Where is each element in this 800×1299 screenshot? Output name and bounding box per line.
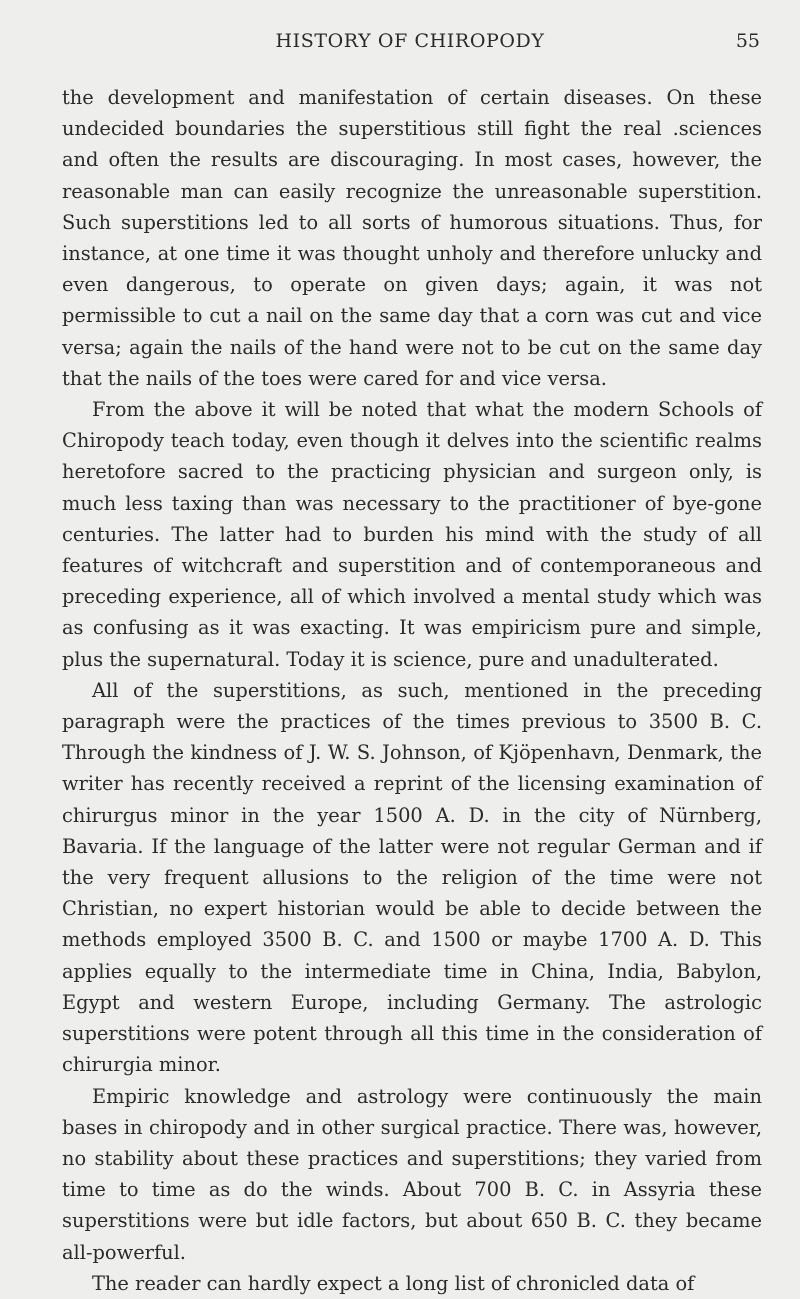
running-head <box>60 30 760 62</box>
paragraph: From the above it will be noted that what the modern Schools of Chiropody teach today, even though it delves into the scientific realms heretofore sacred to the practicing physician and surgeon only, is much less taxing than was necessary to the practitioner of bye-gone centuries. The latter had to burden his mind with the study of all features of witchcraft and superstition and of contemporaneous and preceding experience, all of which involved a mental study which was as confusing as it was exacting. It was empiricism pure and simple, plus the supernatural. Today it is science, pure and unadulterated. <box>62 398 762 671</box>
body-text <box>62 82 762 1299</box>
paragraph: The reader can hardly expect a long list of chronicled data of <box>92 1271 695 1295</box>
paragraph: All of the superstitions, as such, mentioned in the preceding paragraph were the practices of the times previous to 3500 B. C. Through the kindness of J. W. S. Johnson, of Kjöpenhavn, Denmark, the writer has recently received a reprint of the licensing examination of chirurgus minor in the year 1500 A. D. in the city of Nürnberg, Bavaria. If the language of the latter were not regular German and if the very frequent allusions to the religion of the time were not Christian, no expert historian would be able to decide between the methods employed 3500 B. C. and 1500 or maybe 1700 A. D. This applies equally to the intermediate time in China, India, Babylon, Egypt and western Europe, including Germany. The astrologic superstitions were potent through all this time in the consideration of chirurgia minor. <box>62 678 762 1077</box>
page-number: 55 <box>735 30 760 52</box>
paragraph-continued: the development and manifestation of certain diseases. On these undecided boundaries the superstitious still fight the real .sciences and often the results are discouraging. In most cases, however, the reasonable man can easily recognize the unreasonable superstition. Such superstitions led to all sorts of humorous situations. Thus, for instance, at one time it was thought unholy and therefore unlucky and even dangerous, to operate on given days; again, it was not permissible to cut a nail on the same day that a corn was cut and vice versa; again the nails of the hand were not to be cut on the same day that the nails of the toes were cared for and vice versa. <box>62 86 762 390</box>
paragraph: Empiric knowledge and astrology were continuously the main bases in chiropody and in other surgical practice. There was, however, no stability about these practices and superstitions; they varied from time to time as do the winds. About 700 B. C. in Assyria these superstitions were but idle factors, but about 650 B. C. they became all-powerful. <box>62 1084 762 1264</box>
running-title: HISTORY OF CHIROPODY <box>275 30 545 52</box>
